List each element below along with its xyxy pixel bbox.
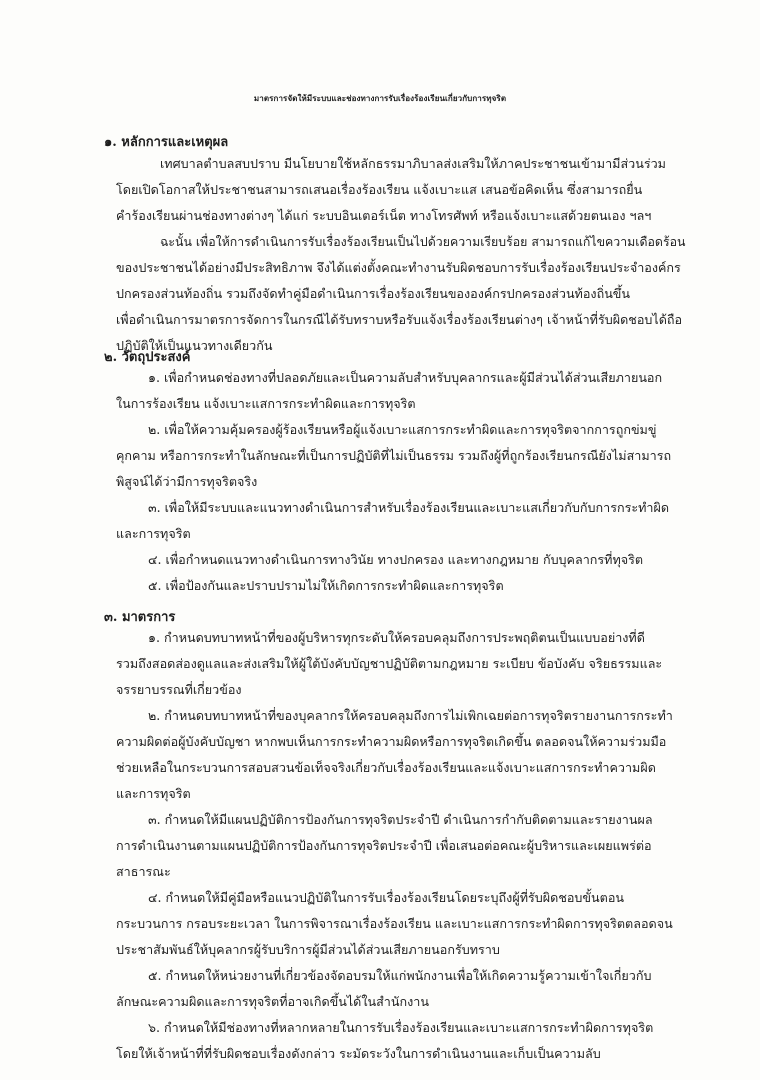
- paragraph-line: และการทุจริต: [116, 786, 191, 801]
- section-heading-objectives: ๒. วัตถุประสงค์: [104, 350, 191, 365]
- paragraph-line: ในการร้องเรียน แจ้งเบาะแสการกระทำผิดและการทุจริต: [116, 396, 416, 411]
- paragraph-line: ฉะนั้น เพื่อให้การดำเนินการรับเรื่องร้องเรียนเป็นไปด้วยความเรียบร้อย สามารถแก้ไขความเดือดร้อน: [160, 235, 686, 249]
- paragraph-line: คุกคาม หรือการกระทำในลักษณะที่เป็นการปฏิบัติที่ไม่เป็นธรรม รวมถึงผู้ที่ถูกร้องเรียนกรณียังไม่สามารถ: [116, 448, 672, 463]
- paragraph-line: พิสูจน์ได้ว่ามีการทุจริตจริง: [116, 474, 258, 489]
- paragraph-line: เพื่อดำเนินการมาตรการจัดการในกรณีได้รับทราบหรือรับแจ้งเรื่องร้องเรียนต่างๆ เจ้าหน้าที่รับผิดชอบได้ถือ: [116, 312, 683, 327]
- paragraph-line: ของประชาชนได้อย่างมีประสิทธิภาพ จึงได้แต่งตั้งคณะทำงานรับผิดชอบการรับเรื่องร้องเรียนประจำองค์กร: [116, 260, 681, 275]
- paragraph-line: ๕. เพื่อป้องกันและปราบปรามไม่ให้เกิดการกระทำผิดและการทุจริต: [148, 578, 504, 593]
- paragraph-line: ลักษณะความผิดและการทุจริตที่อาจเกิดขึ้นได้ในสำนักงาน: [116, 994, 429, 1009]
- paragraph-line: ๔. เพื่อกำหนดแนวทางดำเนินการทางวินัย ทางปกครอง และทางกฎหมาย กับบุคลากรที่ทุจริต: [148, 552, 644, 567]
- paragraph-line: ช่วยเหลือในกระบวนการสอบสวนข้อเท็จจริงเกี่ยวกับเรื่องร้องเรียนและแจ้งเบาะแสการกระทำความผิด: [116, 760, 656, 775]
- paragraph-line: โดยให้เจ้าหน้าที่ที่รับผิดชอบเรื่องดังกล่าว ระมัดระวังในการดำเนินงานและเก็บเป็นความลับ: [116, 1046, 601, 1061]
- paragraph-line: ๒. กำหนดบทบาทหน้าที่ของบุคลากรให้ครอบคลุมถึงการไม่เพิกเฉยต่อการทุจริตรายงานการกระทำ: [148, 708, 673, 723]
- paragraph-line: ๑. กำหนดบทบาทหน้าที่ของผู้บริหารทุกระดับให้ครอบคลุมถึงการประพฤติตนเป็นแบบอย่างที่ดี: [148, 630, 645, 645]
- paragraph-line: ๑. เพื่อกำหนดช่องทางที่ปลอดภัยและเป็นความลับสำหรับบุคลากรและผู้มีส่วนได้ส่วนเสียภายนอก: [148, 370, 663, 385]
- paragraph-line: ๔. กำหนดให้มีคู่มือหรือแนวปฏิบัติในการรับเรื่องร้องเรียนโดยระบุถึงผู้ที่รับผิดชอบขั้นตอน: [148, 890, 624, 905]
- section-heading-principles: ๑. หลักการและเหตุผล: [104, 135, 229, 150]
- paragraph-line: เทศบาลตำบลสบปราบ มีนโยบายใช้หลักธรรมาภิบาลส่งเสริมให้ภาคประชาชนเข้ามามีส่วนร่วม: [160, 156, 666, 171]
- paragraph-line: จรรยาบรรณที่เกี่ยวข้อง: [116, 682, 242, 697]
- paragraph-line: ความผิดต่อผู้บังคับบัญชา หากพบเห็นการกระทำความผิดหรือการทุจริตเกิดขึ้น ตลอดจนให้ความร่วมมือ: [116, 734, 667, 749]
- section-heading-measures: ๓. มาตรการ: [104, 610, 176, 625]
- paragraph-line: ๓. กำหนดให้มีแผนปฏิบัติการป้องกันการทุจริตประจำปี ดำเนินการกำกับติดตามและรายงานผล: [148, 812, 653, 827]
- paragraph-line: ประชาสัมพันธ์ให้บุคลากรผู้รับบริการผู้มีส่วนได้ส่วนเสียภายนอกรับทราบ: [116, 942, 500, 957]
- paragraph-line: รวมถึงสอดส่องดูแลและส่งเสริมให้ผู้ใต้บังคับบัญชาปฏิบัติตามกฎหมาย ระเบียบ ข้อบังคับ จริยธรรมและ: [116, 656, 663, 671]
- paragraph-line: กระบวนการ กรอบระยะเวลา ในการพิจารณาเรื่องร้องเรียน และเบาะแสการกระทำผิดการทุจริตตลอดจน: [116, 916, 673, 931]
- paragraph-line: การดำเนินงานตามแผนปฏิบัติการป้องกันการทุจริตประจำปี เพื่อเสนอต่อคณะผู้บริหารและเผยแพร่ต่อ: [116, 838, 652, 853]
- paragraph-line: ๕. กำหนดให้หน่วยงานที่เกี่ยวข้องจัดอบรมให้แก่พนักงานเพื่อให้เกิดความรู้ความเข้าใจเกี่ยวกับ: [148, 968, 652, 983]
- paragraph-line: ๒. เพื่อให้ความคุ้มครองผู้ร้องเรียนหรือผู้แจ้งเบาะแสการกระทำผิดและการทุจริตจากการถูกข่มขู่: [148, 422, 657, 437]
- paragraph-line: ปฏิบัติให้เป็นแนวทางเดียวกัน: [116, 338, 273, 353]
- paragraph-line: และการทุจริต: [116, 526, 191, 541]
- paragraph-line: คำร้องเรียนผ่านช่องทางต่างๆ ได้แก่ ระบบอินเตอร์เน็ต ทางโทรศัพท์ หรือแจ้งเบาะแสด้วยตนเอง ฯลฯ: [116, 208, 652, 223]
- document-title: มาตรการจัดให้มีระบบและช่องทางการรับเรื่องร้องเรียนเกี่ยวกับการทุจริต: [253, 93, 507, 103]
- paragraph-line: สาธารณะ: [116, 864, 171, 879]
- paragraph-line: ๖. กำหนดให้มีช่องทางที่หลากหลายในการรับเรื่องร้องเรียนและเบาะแสการกระทำผิดการทุจริต: [148, 1020, 654, 1035]
- paragraph-line: โดยเปิดโอกาสให้ประชาชนสามารถเสนอเรื่องร้องเรียน แจ้งเบาะแส เสนอข้อคิดเห็น ซึ่งสามารถยื่น: [116, 182, 643, 197]
- paragraph-line: ปกครองส่วนท้องถิ่น รวมถึงจัดทำคู่มือดำเนินการเรื่องร้องเรียนขององค์กรปกครองส่วนท้องถิ่นขึ้น: [116, 286, 631, 301]
- paragraph-line: ๓. เพื่อให้มีระบบและแนวทางดำเนินการสำหรับเรื่องร้องเรียนและเบาะแสเกี่ยวกับกับการกระทำผิด: [148, 500, 670, 515]
